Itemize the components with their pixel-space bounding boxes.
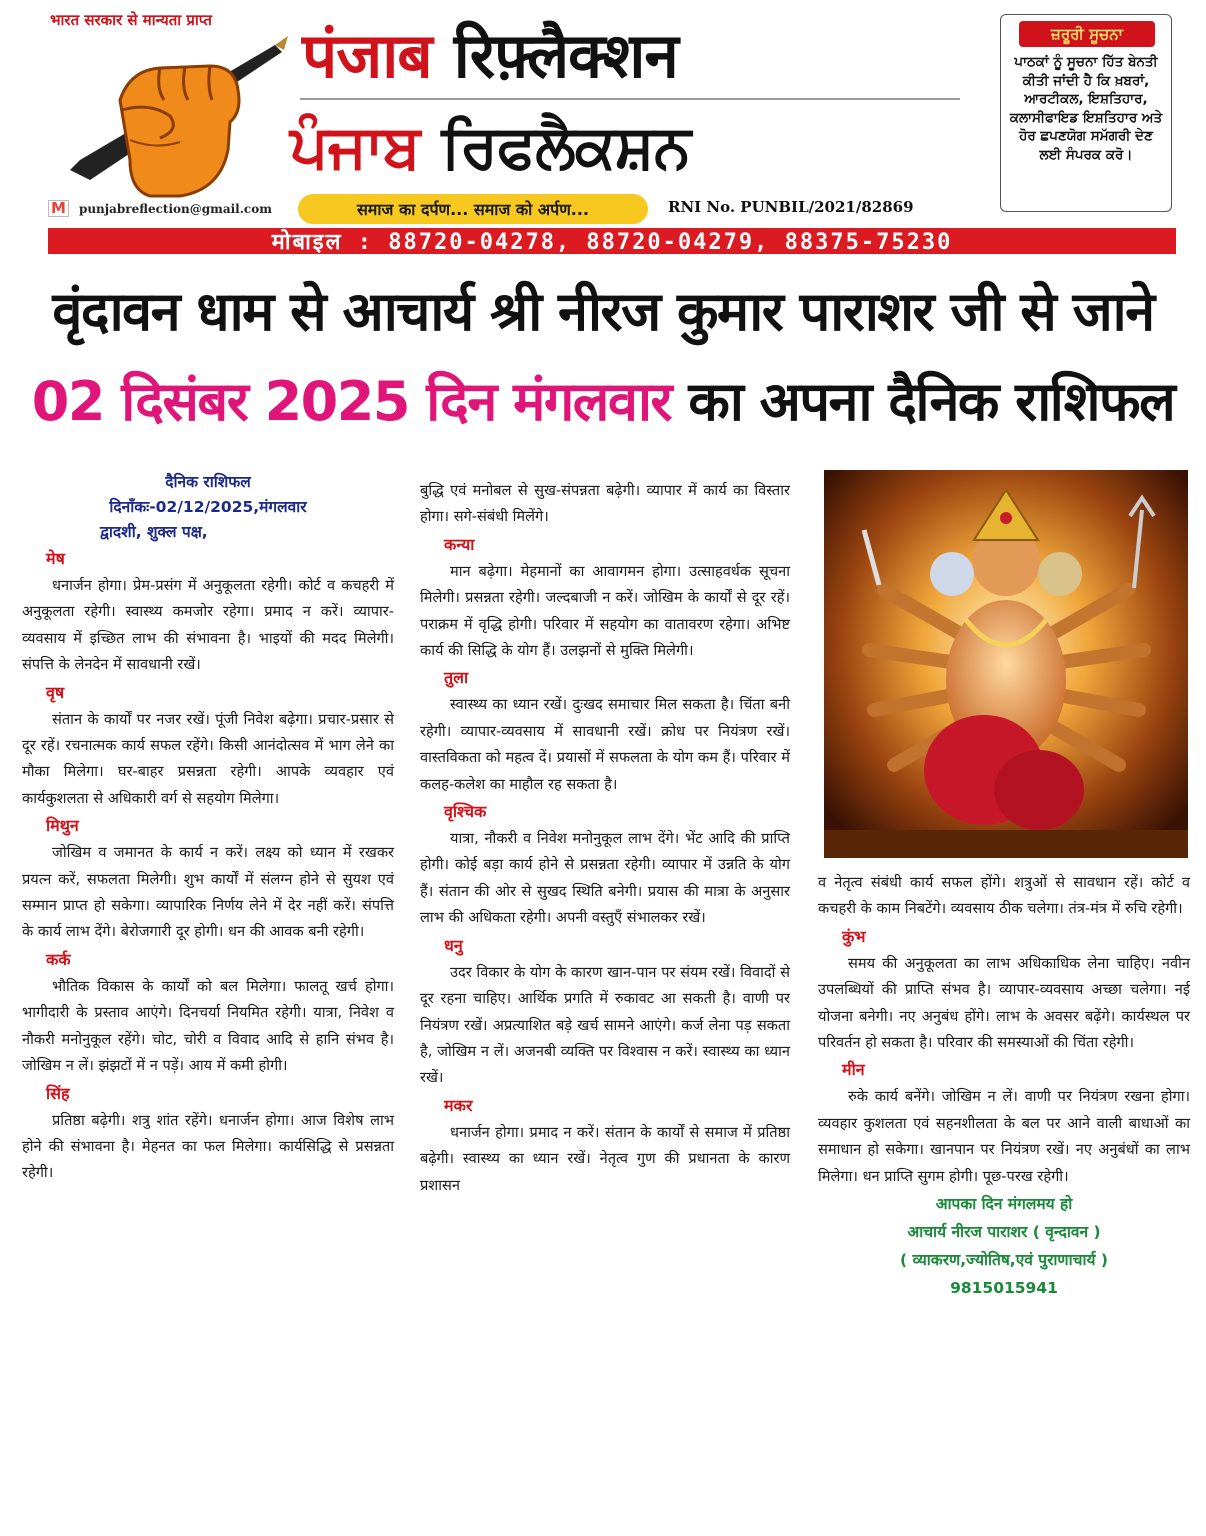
sign-text-kumbh: समय की अनुकूलता का लाभ अधिकाधिक लेना चाहिए। नवीन उपलब्धियों की प्राप्ति संभव है। व्यापार-व्यवसाय अच्छा चलेगा। नई योजना बनेगी। नए अनुबंध होंगे। लाभ के अवसर बढ़ेंगे। कार्यस्थल पर परिवर्तन हो सकता है। परिवार की समस्याओं की चिंता रहेगी।: [818, 954, 1190, 1052]
urgent-notice-box: [1000, 14, 1172, 212]
sign-heading-meen: मीन: [842, 1060, 865, 1080]
signature-name: आचार्य नीरज पाराशर ( वृन्दावन ): [907, 1223, 1101, 1242]
headline-date: 02 दिसंबर 2025 दिन मंगलवार: [31, 370, 672, 433]
signature-wish: आपका दिन मंगलमय हो: [935, 1195, 1073, 1214]
title-punjabi-part1: ਪੰਜਾਬ: [290, 112, 420, 182]
sign-text-tula: स्वास्थ्य का ध्यान रखें। दुःखद समाचार मिल सकता है। चिंता बनी रहेगी। व्यापार-व्यवसाय में सावधानी रखें। क्रोध पर नियंत्रण रखें। वास्तविकता को महत्व दें। प्रयासों में सफलता के योग कम हैं। परिवार में कलह-कलेश का माहौल रह सकता है।: [420, 696, 790, 793]
sign-text-mesh: धनार्जन होगा। प्रेम-प्रसंग में अनुकूलता रहेगी। कोर्ट व कचहरी में अनुकूलता रहेगी। स्वास्थ्य कमजोर रहेगा। प्रमाद न करें। व्यापार-व्यवसाय में इच्छित लाभ की संभावना है। भाइयों की मदद मिलेगी। संपत्ति के लेनदेन में सावधानी रखें।: [22, 577, 394, 674]
sign-heading-mesh: मेष: [46, 549, 65, 568]
sign-text-singh-continued: बुद्धि एवं मनोबल से सुख-संपन्नता बढ़ेगी। व्यापार में कार्य का विस्तार होगा। सगे-संबंधी मिलेंगे।: [420, 482, 790, 526]
column-2: [420, 478, 790, 1199]
panchmukhi-hanuman-image: [824, 470, 1188, 858]
sign-text-meen: रुके कार्य बनेंगे। जोखिम न लें। वाणी पर नियंत्रण रखना होगा। व्यवहार कुशलता एवं सहनशीलता के बल पर आने वाली बाधाओं का समाधान हो सकेगा। खानपान पर नियंत्रण रखें। नए अनुबंधों का लाभ मिलेगा। धन प्राप्ति सुगम होगी। पूछ-परख रहेगी।: [818, 1088, 1190, 1185]
govt-recognition: भारत सरकार से मान्यता प्राप्त: [50, 11, 212, 29]
column-3: [818, 870, 1190, 1302]
sign-heading-kark: कर्क: [46, 949, 71, 969]
signature-titles: ( व्याकरण,ज्योतिष,एवं पुराणाचार्य ): [900, 1251, 1108, 1270]
masthead-title-hindi: [302, 10, 962, 98]
sign-heading-vrishchik: वृश्चिक: [444, 802, 487, 822]
fist-pen-logo-icon: [60, 30, 290, 200]
phone-bar: मोबाइल : 88720-04278, 88720-04279, 88375-75230: [48, 228, 1176, 254]
rni-number: RNI No. PUNBIL/2021/82869: [668, 198, 914, 216]
sign-heading-singh: सिंह: [46, 1083, 70, 1103]
signature-phone[interactable]: 9815015941: [950, 1279, 1058, 1298]
sign-text-makar-continued: व नेतृत्व संबंधी कार्य सफल होंगे। शत्रुओं से सावधान रहें। कोर्ट व कचहरी के काम निबटेंगे। व्यवसाय ठीक चलेगा। तंत्र-मंत्र में रुचि रहेगी।: [818, 874, 1190, 918]
sign-heading-tula: तुला: [444, 668, 469, 688]
email-row: [48, 200, 272, 217]
intro-tithi: द्वादशी, शुक्ल पक्ष,: [100, 523, 208, 541]
sign-text-kanya: मान बढ़ेगा। मेहमानों का आवागमन होगा। उत्साहवर्धक सूचना मिलेगी। प्रसन्नता रहेगी। जल्दबाजी न करें। जोखिम के कार्यों से दूर रहें। पराक्रम में वृद्धि होगी। परिवार में सहयोग का वातावरण रहेगा। अभिष्ट कार्य की सिद्धि के योग हैं। उलझनों से मुक्ति मिलेगी।: [420, 562, 790, 660]
sign-heading-makar: मकर: [444, 1095, 473, 1115]
sign-heading-vrish: वृष: [46, 682, 65, 702]
sign-text-vrish: संतान के कार्यों पर नजर रखें। पूंजी निवेश बढ़ेगा। प्रचार-प्रसार से दूर रहें। रचनात्मक कार्य सफल रहेंगे। किसी आनंदोत्सव में भाग लेने का मौका मिलेगा। घर-बाहर प्रसन्नता रहेगी। आपके व्यवहार एवं कार्यकुशलता से अधिकारी वर्ग से सहयोग मिलेगा।: [22, 710, 394, 807]
notice-title: ਜ਼ਰੂਰੀ ਸੂਚਨਾ: [1019, 21, 1155, 47]
sign-text-kark: भौतिक विकास के कार्यों को बल मिलेगा। फालतू खर्च होगा। भागीदारी के प्रस्ताव आएंगे। दिनचर्या नियमित रहेगी। यात्रा, निवेश व नौकरी मनोनुकूल रहेंगे। चोट, चोरी व विवाद आदि से हानि संभव है। जोखिम न लें। झंझटों में न पड़ें। आय में कमी होगी।: [22, 977, 394, 1075]
title-hindi-part2: रिफ़्लैक्शन: [453, 19, 678, 92]
gmail-icon: M: [48, 200, 69, 217]
sign-text-singh: प्रतिष्ठा बढ़ेगी। शत्रु शांत रहेंगे। धनार्जन होगा। आज विशेष लाभ होने की संभावना है। मेहनत का फल मिलेगा। कार्यसिद्धि से प्रसन्नता रहेगी।: [22, 1111, 394, 1182]
sign-heading-mithun: मिथुन: [46, 816, 79, 836]
sign-text-dhanu: उदर विकार के योग के कारण खान-पान पर संयम रखें। विवादों से दूर रहना चाहिए। आर्थिक प्रगति में रुकावट आ सकती है। वाणी पर नियंत्रण रखें। अप्रत्याशित बड़े खर्च सामने आएंगे। कर्ज लेना पड़ सकता है, जोखिम न लें। अजनबी व्यक्ति पर विश्वास न करें। स्वास्थ्य का ध्यान रखें।: [420, 963, 790, 1087]
sign-text-mithun: जोखिम व जमानत के कार्य न करें। लक्ष्य को ध्यान में रखकर प्रयत्न करें, सफलता मिलेगी। शुभ कार्यों में संलग्न होने से सुयश एवं सम्मान प्राप्त हो सकेगा। व्यापारिक निर्णय लेने में देर नहीं करें। संपत्ति के कार्य लाभ देंगे। बेरोजगारी दूर होगी। धन की आवक बनी रहेगी।: [22, 844, 394, 941]
sign-text-vrishchik: यात्रा, नौकरी व निवेश मनोनुकूल लाभ देंगे। भेंट आदि की प्राप्ति होगी। कोई बड़ा कार्य होने से प्रसन्नता रहेगी। व्यापार में उन्नति के योग हैं। संतान की ओर से सुखद स्थिति बनेगी। प्रयास की मात्रा के अनुसार लाभ की अधिकता रहेगी। अपनी वस्तुएँ संभालकर रखें।: [420, 830, 790, 927]
title-punjabi-part2: ਰਿਫਲੈਕਸ਼ਨ: [441, 112, 691, 182]
tagline: समाज का दर्पण... समाज को अर्पण...: [298, 194, 648, 224]
headline-line2: [0, 356, 1206, 448]
headline-suffix: का अपना दैनिक राशिफल: [688, 370, 1175, 433]
intro-date: दिनाँकः-02/12/2025,मंगलवार: [109, 498, 307, 516]
headline: [0, 268, 1206, 448]
masthead: [0, 0, 1206, 254]
title-hindi-part1: पंजाब: [302, 19, 432, 92]
notice-text: ਪਾਠਕਾਂ ਨੂੰ ਸੂਚਨਾ ਹਿੱਤ ਬੇਨਤੀ ਕੀਤੀ ਜਾਂਦੀ ਹੈ ਕਿ ਖ਼ਬਰਾਂ, ਆਰਟੀਕਲ, ਇਸ਼ਤਿਹਾਰ, ਕਲਾਸੀਫਾਇਡ ਇਸ਼ਤਿਹਾਰ ਅਤੇ ਹੋਰ ਛਪਣਯੋਗ ਸਮੱਗਰੀ ਦੇਣ ਲਈ ਸੰਪਰਕ ਕਰੋ।: [1009, 54, 1163, 163]
sign-text-makar: धनार्जन होगा। प्रमाद न करें। संतान के कार्यों से समाज में प्रतिष्ठा बढ़ेगी। स्वास्थ्य का ध्यान रखें। नेतृत्व गुण की प्रधानता के कारण प्रशासन: [420, 1123, 790, 1194]
column-1: [22, 470, 394, 1187]
masthead-title-punjabi: [290, 104, 970, 190]
sign-heading-kumbh: कुंभ: [842, 926, 866, 946]
title-divider: [300, 98, 960, 100]
headline-line1: वृंदावन धाम से आचार्य श्री नीरज कुमार पाराशर जी से जाने: [52, 280, 1154, 343]
intro-title: दैनिक राशिफल: [165, 473, 251, 491]
sign-heading-dhanu: धनु: [444, 935, 463, 955]
email-address[interactable]: punjabreflection@gmail.com: [78, 201, 272, 216]
sign-heading-kanya: कन्या: [444, 534, 475, 554]
